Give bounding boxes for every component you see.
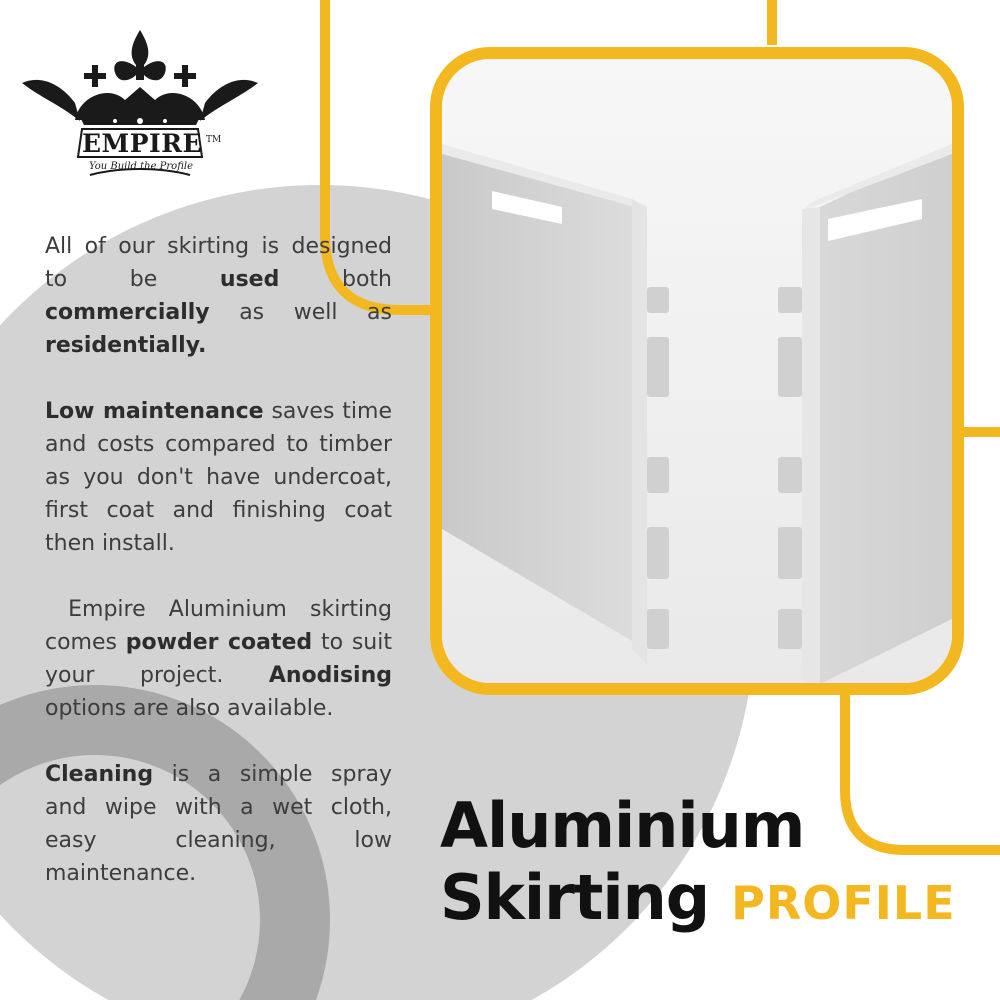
bold-segment: residentially. <box>45 333 207 358</box>
empire-logo <box>20 25 260 185</box>
paragraph-usage <box>45 230 392 362</box>
headline-line-2 <box>440 862 956 939</box>
text-segment: both <box>279 267 392 292</box>
text-segment: saves time and costs compared to timber as you don't have undercoat, first coat and finishing coat then install. <box>45 399 392 556</box>
headline-line-1: Aluminium <box>440 789 805 862</box>
bold-segment: powder coated <box>125 630 313 655</box>
bold-segment: Anodising <box>268 663 392 688</box>
text-segment: is a simple spray and wipe with a wet cloth, easy cleaning, low maintenance. <box>45 762 392 886</box>
headline <box>440 790 956 939</box>
headline-skirting: Skirting <box>440 861 710 934</box>
trademark-mark: TM <box>206 135 222 145</box>
bold-segment: used <box>219 267 280 292</box>
paragraph-cleaning <box>45 758 392 890</box>
paragraph-finish <box>45 593 399 725</box>
brand-name: EMPIRE <box>82 129 203 158</box>
text-segment: All of our skirting is designed to be <box>45 234 392 292</box>
bold-segment: Low maintenance <box>45 399 264 424</box>
brand-tagline: You Build the Profile <box>88 161 193 172</box>
text-segment: to suit your project. <box>45 630 392 688</box>
text-segment: as well as <box>209 300 392 325</box>
text-segment: options are also available. <box>45 696 334 721</box>
body-text <box>45 230 399 890</box>
headline-profile: PROFILE <box>731 876 956 930</box>
bold-segment: Cleaning <box>45 762 154 787</box>
skirting-profile-illustration <box>442 59 952 683</box>
paragraph-maintenance <box>45 395 392 560</box>
bold-segment: commercially <box>45 300 210 325</box>
text-segment: Empire Aluminium skirting comes <box>45 597 399 655</box>
product-photo <box>430 47 964 695</box>
